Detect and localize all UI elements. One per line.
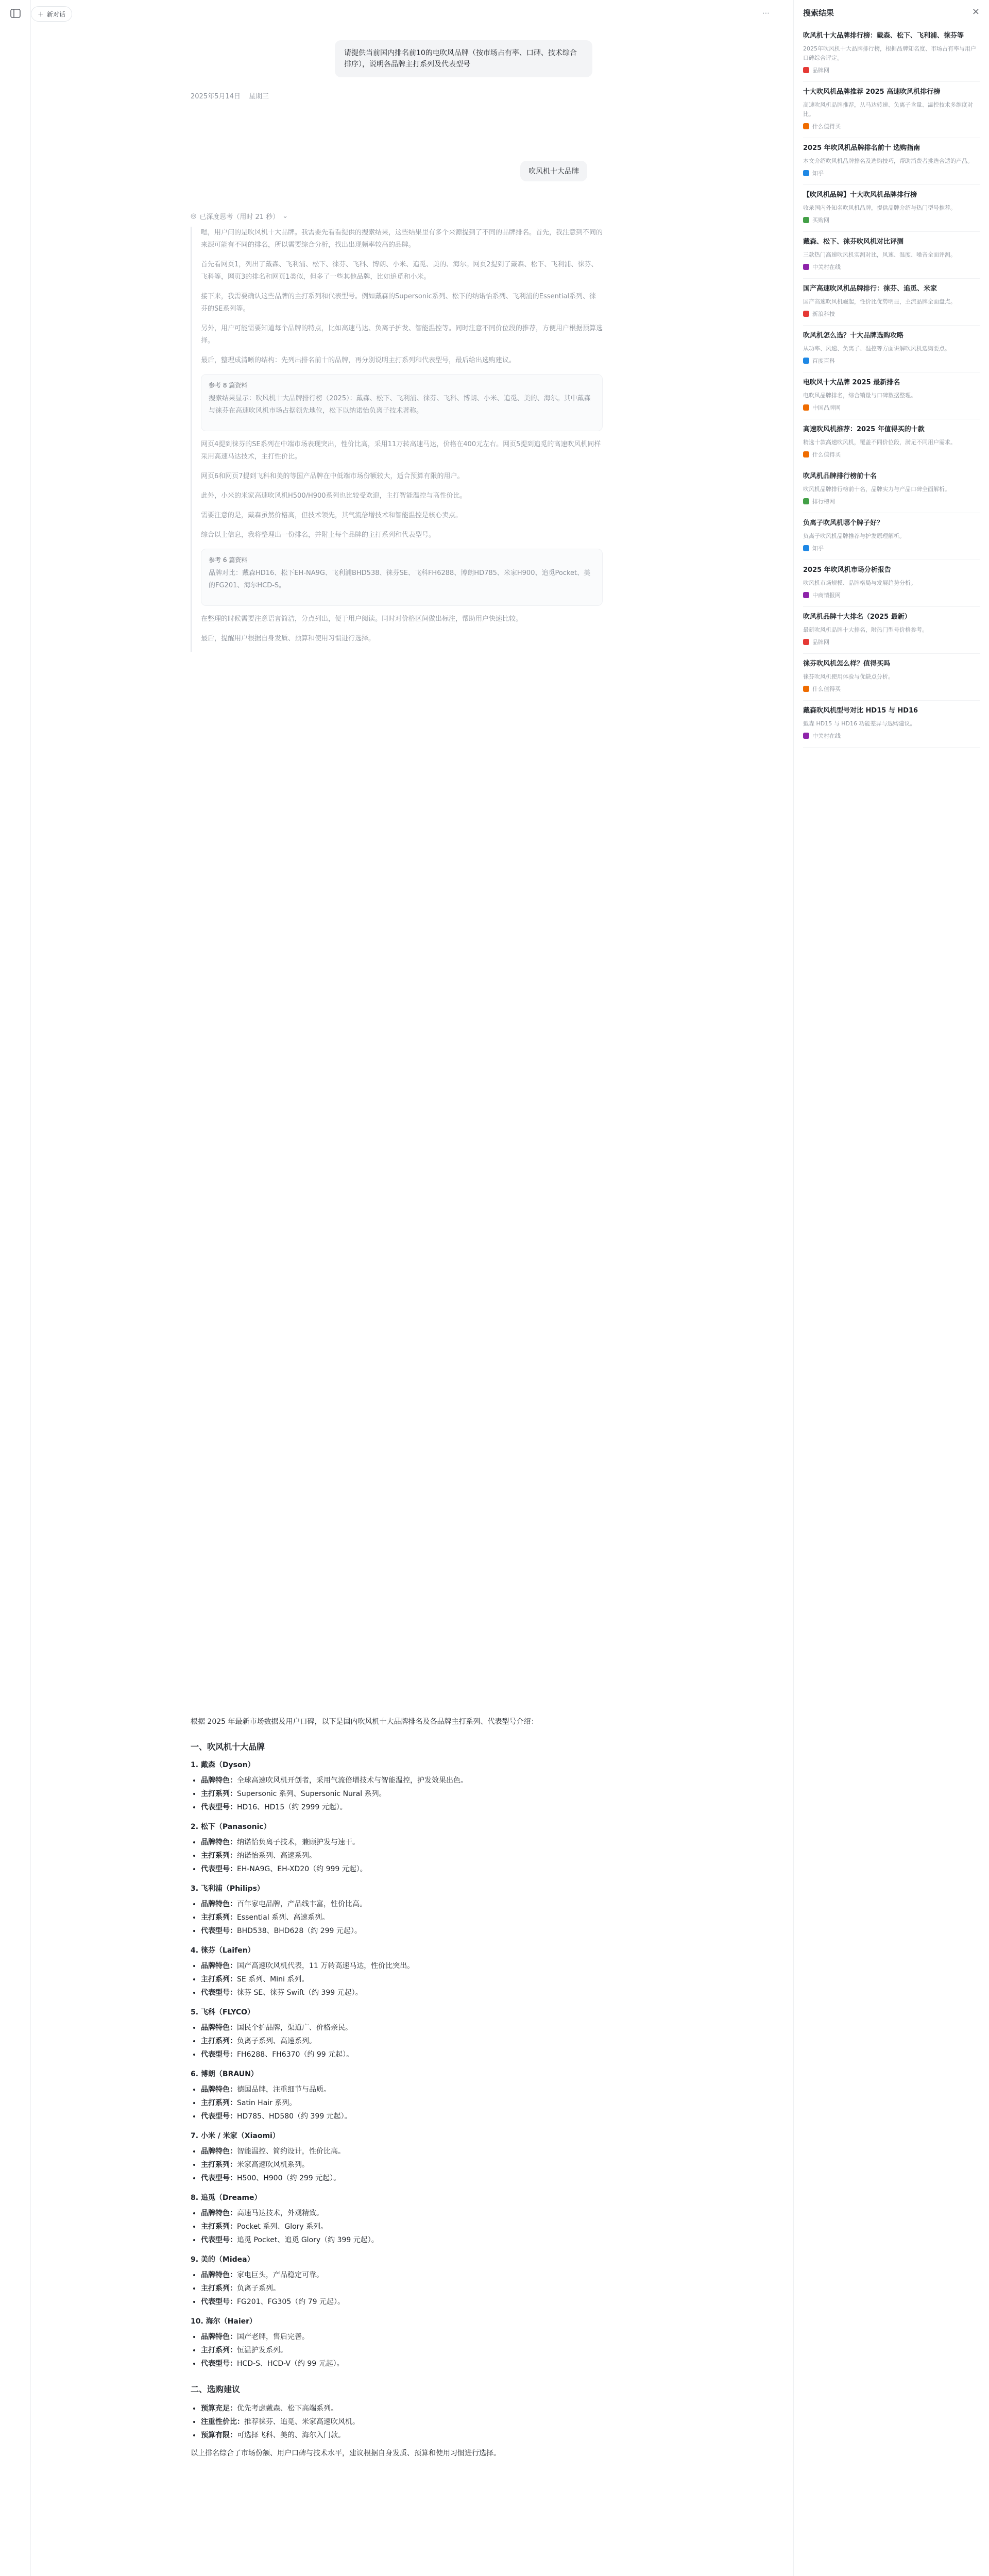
detail-value: 恒温护发系列。 [237, 2346, 287, 2354]
source-snippet: 从功率、风速、负离子、温控等方面讲解吹风机选购要点。 [803, 345, 950, 352]
source-snippet: 高速吹风机品牌推荐，从马达转速、负离子含量、温控技术多维度对比。 [803, 101, 973, 117]
detail-key: 主打系列： [201, 1852, 237, 1860]
source-snippet: 电吹风品牌排名，综合销量与口碑数据整理。 [803, 392, 916, 399]
brand-detail-item [201, 2096, 603, 2110]
brand-detail-item [201, 2330, 603, 2344]
detail-value: 负离子系列、高速系列。 [237, 2037, 316, 2045]
detail-key: 主打系列： [201, 2099, 237, 2107]
new-chat-button[interactable] [31, 6, 72, 22]
source-title: 高速吹风机推荐：2025 年值得买的十款 [803, 426, 925, 433]
source-snippet: 精选十款高速吹风机，覆盖不同价位段，满足不同用户需求。 [803, 439, 956, 446]
answer-content [191, 1716, 603, 2466]
tip-item [201, 2402, 603, 2415]
source-item[interactable] [803, 466, 980, 513]
site-name: 中商情报网 [812, 592, 841, 599]
brand-heading: 4. 徕芬（Laifen） [191, 1946, 255, 1955]
site-name: 新浪科技 [812, 311, 835, 317]
detail-key: 代表型号： [201, 2236, 237, 2244]
tip-key: 预算有限： [201, 2431, 237, 2439]
detail-key: 品牌特色： [201, 1962, 237, 1970]
detail-key: 品牌特色： [201, 2209, 237, 2217]
detail-value: 全球高速吹风机开创者，采用气流倍增技术与智能温控，护发效果出色。 [237, 1776, 468, 1785]
detail-value: HCD-S、HCD-V（约 99 元起）。 [237, 2360, 344, 2368]
source-item[interactable] [803, 185, 980, 232]
brand-heading: 10. 海尔（Haier） [191, 2317, 257, 2326]
site-name: 知乎 [812, 170, 824, 177]
detail-key: 品牌特色： [201, 2147, 237, 2156]
source-item[interactable] [803, 513, 980, 560]
brand-detail-item [201, 2207, 603, 2220]
source-site [803, 685, 980, 693]
brand-heading: 7. 小米 / 米家（Xiaomi） [191, 2132, 280, 2140]
site-name: 中关村在线 [812, 733, 841, 739]
user-message-2: 吹风机十大品牌 [520, 161, 587, 181]
panel-title: 搜索结果 [803, 8, 834, 18]
brand-details [201, 1897, 603, 1938]
detail-value: 纳诺怡负离子技术，兼顾护发与速干。 [237, 1838, 360, 1846]
brand-detail-item [201, 1787, 603, 1801]
reference-text: 品牌对比：戴森HD16、松下EH-NA9G、飞利浦BHD538、徕芬SE、飞科FH6288、博朗HD785、米家H900、追觅Pocket、美的FG201、海尔HCD-S。 [209, 569, 591, 589]
thinking-icon: ◎ [191, 212, 197, 220]
thinking-toggle[interactable] [191, 211, 288, 221]
thinking-paragraph: 最后，整理成清晰的结构：先列出排名前十的品牌，再分别说明主打系列和代表型号，最后给出选购建议。 [201, 357, 516, 364]
tip-item [201, 2429, 603, 2442]
detail-value: 智能温控、简约设计，性价比高。 [237, 2147, 345, 2156]
brand-detail-item [201, 2233, 603, 2247]
tip-value: 可选择飞科、美的、海尔入门款。 [237, 2431, 345, 2439]
thinking-paragraph: 接下来，我需要确认这些品牌的主打系列和代表型号。例如戴森的Supersonic系列、松下的纳诺怡系列、飞利浦的Essential系列、徕芬的SE系列等。 [201, 293, 596, 313]
detail-value: 纳诺怡系列、高速系列。 [237, 1852, 316, 1860]
source-title: 负离子吹风机哪个牌子好？ [803, 519, 884, 527]
brand-details [201, 2021, 603, 2061]
source-snippet: 2025年吹风机十大品牌排行榜，根据品牌知名度、市场占有率与用户口碑综合评定。 [803, 45, 976, 61]
answer-intro: 根据 2025 年最新市场数据及用户口碑，以下是国内吹风机十大品牌排名及各品牌主打系列、代表型号介绍： [191, 1718, 538, 1726]
answer-outro: 以上排名综合了市场份额、用户口碑与技术水平，建议根据自身发质、预算和使用习惯进行选择。 [191, 2449, 501, 2458]
brand-detail-item [201, 1986, 603, 1999]
brand-details [201, 2330, 603, 2370]
section-heading: 一、吹风机十大品牌 [191, 1742, 265, 1752]
detail-key: 代表型号： [201, 2298, 237, 2306]
site-name: 中国品牌网 [812, 404, 841, 411]
source-title: 2025 年吹风机市场分析报告 [803, 566, 891, 574]
brand-details [201, 2207, 603, 2247]
site-name: 知乎 [812, 545, 824, 552]
source-title: 国产高速吹风机品牌排行：徕芬、追觅、米家 [803, 285, 937, 293]
brand-detail-item [201, 2021, 603, 2035]
detail-value: 国产高速吹风机代表，11 万转高速马达，性价比突出。 [237, 1962, 415, 1970]
source-title: 电吹风十大品牌 2025 最新排名 [803, 379, 900, 386]
source-title: 吹风机十大品牌排行榜：戴森、松下、飞利浦、徕芬等 [803, 32, 964, 40]
source-item[interactable] [803, 654, 980, 701]
brand-details [201, 2145, 603, 2185]
brand-detail-item [201, 1959, 603, 1973]
reference-text: 搜索结果显示：吹风机十大品牌排行榜（2025）：戴森、松下、飞利浦、徕芬、飞科、博朗、小米、追觅、美的、海尔。其中戴森与徕芬在高速吹风机市场占据领先地位，松下以纳诺怡负离子技术著称。 [209, 395, 591, 415]
source-snippet: 三款热门高速吹风机实测对比，风速、温度、噪音全面评测。 [803, 251, 956, 258]
brand-detail-item [201, 2035, 603, 2048]
brand-detail-item [201, 2145, 603, 2158]
thinking-paragraph: 首先看网页1，列出了戴森、飞利浦、松下、徕芬、飞科、博朗、小米、追觅、美的、海尔。网页2提到了戴森、松下、飞利浦、徕芬、飞科等，网页3的排名和网页1类似，但多了一些其他品牌，比如追觅和小米。 [201, 261, 598, 281]
thinking-content [191, 227, 603, 652]
thinking-paragraph: 综合以上信息，我将整理出一份排名，并附上每个品牌的主打系列和代表型号。 [201, 531, 436, 539]
brand-detail-item [201, 1774, 603, 1787]
detail-value: Satin Hair 系列。 [237, 2099, 297, 2107]
source-item[interactable] [803, 419, 980, 466]
detail-key: 主打系列： [201, 2346, 237, 2354]
detail-value: 高速马达技术，外观精致。 [237, 2209, 323, 2217]
brand-details [201, 1774, 603, 1814]
source-site [803, 216, 980, 224]
source-item[interactable] [803, 701, 980, 748]
thinking-label: 已深度思考（用时 21 秒） [199, 213, 280, 221]
message-weekday: 星期三 [248, 93, 269, 100]
brand-details [201, 1836, 603, 1876]
thinking-paragraph: 在整理的时候需要注意语言简洁，分点列出，便于用户阅读。同时对价格区间做出标注，帮助用户快速比较。 [201, 615, 523, 623]
brand-detail-item [201, 2172, 603, 2185]
detail-key: 主打系列： [201, 2037, 237, 2045]
brand-detail-item [201, 1924, 603, 1938]
source-snippet: 国产高速吹风机崛起，性价比优势明显，主流品牌全面盘点。 [803, 298, 956, 305]
site-name: 品牌网 [812, 67, 829, 74]
site-favicon-icon [803, 639, 809, 645]
source-site [803, 122, 980, 130]
brand-heading: 2. 松下（Panasonic） [191, 1823, 271, 1831]
site-name: 买购网 [812, 217, 829, 224]
source-site [803, 544, 980, 552]
thinking-paragraph: 最后，提醒用户根据自身发质、预算和使用习惯进行选择。 [201, 635, 376, 642]
source-title: 吹风机品牌排行榜前十名 [803, 472, 877, 480]
site-name: 什么值得买 [812, 686, 841, 692]
tip-key: 预算充足： [201, 2404, 237, 2413]
site-favicon-icon [803, 733, 809, 739]
site-favicon-icon [803, 358, 809, 364]
source-snippet: 徕芬吹风机使用体验与优缺点分析。 [803, 673, 894, 680]
section-heading: 二、选购建议 [191, 2384, 241, 2394]
detail-value: SE 系列、Mini 系列。 [237, 1975, 309, 1984]
site-name: 排行榜网 [812, 498, 835, 505]
site-favicon-icon [803, 686, 809, 692]
source-title: 徕芬吹风机怎么样？值得买吗 [803, 660, 891, 668]
brand-details [201, 1959, 603, 1999]
site-favicon-icon [803, 264, 809, 270]
detail-value: 德国品牌，注重细节与品质。 [237, 2086, 331, 2094]
source-item[interactable] [803, 138, 980, 185]
source-site [803, 450, 980, 459]
source-item[interactable] [803, 560, 980, 607]
thinking-paragraph: 网页4提到徕芬的SE系列在中端市场表现突出，性价比高，采用11万转高速马达，价格在400元左右。网页5提到追觅的高速吹风机同样采用高速马达技术，主打性价比。 [201, 440, 601, 461]
brand-detail-item [201, 1897, 603, 1911]
source-item[interactable] [803, 326, 980, 372]
detail-key: 品牌特色： [201, 2086, 237, 2094]
site-name: 中关村在线 [812, 264, 841, 270]
detail-key: 代表型号： [201, 2050, 237, 2059]
brand-detail-item [201, 1801, 603, 1814]
detail-value: Pocket 系列、Glory 系列。 [237, 2223, 328, 2231]
site-favicon-icon [803, 498, 809, 504]
detail-value: FH6288、FH6370（约 99 元起）。 [237, 2050, 354, 2059]
search-results-panel [793, 0, 989, 2576]
brand-detail-item [201, 2110, 603, 2123]
brand-detail-item [201, 1862, 603, 1876]
tip-value: 推荐徕芬、追觅、米家高速吹风机。 [244, 2418, 360, 2426]
source-title: 2025 年吹风机品牌排名前十 选购指南 [803, 144, 920, 152]
detail-value: 家电巨头，产品稳定可靠。 [237, 2271, 323, 2279]
source-title: 戴森吹风机型号对比 HD15 与 HD16 [803, 707, 918, 715]
detail-key: 代表型号： [201, 2112, 237, 2121]
source-item[interactable] [803, 279, 980, 326]
brand-detail-item [201, 1911, 603, 1924]
source-site [803, 310, 980, 318]
source-snippet: 吹风机市场规模、品牌格局与发展趋势分析。 [803, 580, 916, 586]
brand-heading: 9. 美的（Midea） [191, 2256, 254, 2264]
source-title: 吹风机怎么选？十大品牌选购攻略 [803, 332, 904, 340]
site-favicon-icon [803, 67, 809, 73]
detail-value: Essential 系列、高速系列。 [237, 1913, 330, 1922]
source-item[interactable] [803, 232, 980, 279]
more-icon[interactable]: ⋯ [762, 9, 770, 18]
brand-heading: 6. 博朗（BRAUN） [191, 2070, 258, 2078]
brand-heading: 8. 追觅（Dreame） [191, 2194, 262, 2202]
thinking-paragraph: 另外，用户可能需要知道每个品牌的特点，比如高速马达、负离子护发、智能温控等。同时注意不同价位段的推荐，方便用户根据预算选择。 [201, 325, 603, 345]
detail-key: 主打系列： [201, 1975, 237, 1984]
detail-key: 品牌特色： [201, 1900, 237, 1908]
source-site [803, 591, 980, 599]
site-favicon-icon [803, 170, 809, 176]
user-message: 请提供当前国内排名前10的电吹风品牌（按市场占有率、口碑、技术综合排序），说明各品牌主打系列及代表型号 [335, 40, 592, 77]
detail-value: EH-NA9G、EH-XD20（约 999 元起）。 [237, 1865, 367, 1873]
thinking-paragraph: 嗯，用户问的是吹风机十大品牌。我需要先看看提供的搜索结果，这些结果里有多个来源提到了不同的品牌排名。首先，我注意到不同的来源可能有不同的排名，所以需要综合分析，找出出现频率较高的品牌。 [201, 229, 603, 249]
detail-value: HD785、HD580（约 399 元起）。 [237, 2112, 352, 2121]
source-site [803, 403, 980, 412]
brand-detail-item [201, 2295, 603, 2309]
source-item[interactable] [803, 82, 980, 138]
source-title: 【吹风机品牌】十大吹风机品牌排行榜 [803, 191, 917, 199]
detail-value: FG201、FG305（约 79 元起）。 [237, 2298, 345, 2306]
brand-detail-item [201, 2268, 603, 2282]
tip-item [201, 2415, 603, 2429]
new-chat-label: 新对话 [47, 10, 66, 18]
brand-detail-item [201, 2344, 603, 2357]
brand-detail-item [201, 1973, 603, 1986]
source-snippet: 最新吹风机品牌十大排名，附热门型号价格参考。 [803, 626, 928, 633]
source-snippet: 收录国内外知名吹风机品牌，提供品牌介绍与热门型号推荐。 [803, 205, 956, 211]
site-favicon-icon [803, 592, 809, 598]
source-site [803, 169, 980, 177]
reference-card[interactable] [201, 374, 603, 431]
brand-detail-item [201, 2083, 603, 2096]
tip-key: 注重性价比： [201, 2418, 244, 2426]
site-name: 品牌网 [812, 639, 829, 646]
plus-icon: ＋ [38, 10, 44, 18]
reference-title: 参考 6 篇资料 [209, 556, 248, 564]
site-favicon-icon [803, 217, 809, 223]
message-date: 2025年5月14日 [191, 93, 241, 100]
detail-key: 主打系列： [201, 2161, 237, 2169]
source-list [803, 26, 980, 748]
detail-value: 追觅 Pocket、追觅 Glory（约 399 元起）。 [237, 2236, 379, 2244]
source-item[interactable] [803, 372, 980, 419]
source-item[interactable] [803, 607, 980, 654]
source-title: 十大吹风机品牌推荐 2025 高速吹风机排行榜 [803, 88, 941, 96]
detail-key: 品牌特色： [201, 1838, 237, 1846]
site-name: 什么值得买 [812, 123, 841, 130]
thinking-paragraph: 此外，小米的米家高速吹风机H500/H900系列也比较受欢迎，主打智能温控与高性价比。 [201, 492, 467, 500]
tip-list [201, 2402, 603, 2442]
source-title: 戴森、松下、徕芬吹风机对比评测 [803, 238, 904, 246]
brand-detail-item [201, 1849, 603, 1862]
source-site [803, 66, 980, 74]
detail-key: 代表型号： [201, 1989, 237, 1997]
brand-details [201, 2268, 603, 2309]
detail-key: 主打系列： [201, 1913, 237, 1922]
detail-key: 品牌特色： [201, 2024, 237, 2032]
brand-heading: 3. 飞利浦（Philips） [191, 1885, 264, 1893]
detail-key: 代表型号： [201, 1927, 237, 1935]
brand-details [201, 2083, 603, 2123]
reference-card[interactable] [201, 549, 603, 606]
detail-value: 国民个护品牌，渠道广、价格亲民。 [237, 2024, 352, 2032]
brand-detail-item [201, 2357, 603, 2370]
message-meta [191, 91, 269, 100]
source-site [803, 497, 980, 505]
thinking-paragraph: 网页6和网页7提到飞科和美的等国产品牌在中低端市场份额较大，适合预算有限的用户。 [201, 472, 464, 480]
tip-value: 优先考虑戴森、松下高端系列。 [237, 2404, 338, 2413]
detail-key: 主打系列： [201, 2223, 237, 2231]
source-site [803, 263, 980, 271]
source-site [803, 638, 980, 646]
detail-value: H500、H900（约 299 元起）。 [237, 2174, 341, 2182]
detail-key: 主打系列： [201, 2284, 237, 2293]
detail-value: BHD538、BHD628（约 299 元起）。 [237, 1927, 362, 1935]
source-snippet: 戴森 HD15 与 HD16 功能差异与选购建议。 [803, 720, 916, 727]
source-snippet: 负离子吹风机品牌推荐与护发原理解析。 [803, 533, 905, 539]
site-favicon-icon [803, 311, 809, 317]
chevron-down-icon: ⌄ [282, 212, 288, 220]
source-snippet: 吹风机品牌排行榜前十名，品牌实力与产品口碑全面解析。 [803, 486, 950, 493]
detail-key: 代表型号： [201, 2174, 237, 2182]
detail-key: 代表型号： [201, 2360, 237, 2368]
detail-value: HD16、HD15（约 2999 元起）。 [237, 1803, 347, 1811]
brand-detail-item [201, 2282, 603, 2295]
reference-title: 参考 8 篇资料 [209, 382, 248, 389]
source-title: 吹风机品牌十大排名（2025 最新） [803, 613, 911, 621]
brand-detail-item [201, 1836, 603, 1849]
source-item[interactable] [803, 26, 980, 82]
site-name: 百度百科 [812, 358, 835, 364]
detail-value: 米家高速吹风机系列。 [237, 2161, 309, 2169]
detail-value: 徕芬 SE、徕芬 Swift（约 399 元起）。 [237, 1989, 363, 1997]
left-rail [0, 0, 31, 2576]
detail-key: 代表型号： [201, 1865, 237, 1873]
detail-key: 主打系列： [201, 1790, 237, 1798]
detail-key: 品牌特色： [201, 2271, 237, 2279]
sidebar-toggle-icon[interactable] [9, 7, 22, 20]
source-snippet: 本文介绍吹风机品牌排名及选购技巧，帮助消费者挑选合适的产品。 [803, 158, 973, 164]
thinking-paragraph: 需要注意的是，戴森虽然价格高，但技术领先，其气流倍增技术和智能温控是核心卖点。 [201, 512, 463, 519]
site-favicon-icon [803, 451, 809, 457]
detail-value: Supersonic 系列、Supersonic Nural 系列。 [237, 1790, 386, 1798]
brand-detail-item [201, 2220, 603, 2233]
detail-key: 代表型号： [201, 1803, 237, 1811]
source-site [803, 357, 980, 365]
site-name: 什么值得买 [812, 451, 841, 458]
detail-value: 百年家电品牌，产品线丰富，性价比高。 [237, 1900, 367, 1908]
close-icon[interactable]: × [971, 6, 980, 17]
source-site [803, 732, 980, 740]
detail-key: 品牌特色： [201, 1776, 237, 1785]
site-favicon-icon [803, 404, 809, 411]
site-favicon-icon [803, 545, 809, 551]
brand-detail-item [201, 2048, 603, 2061]
site-favicon-icon [803, 123, 809, 129]
detail-value: 负离子系列。 [237, 2284, 280, 2293]
brand-list [191, 1759, 603, 2370]
brand-detail-item [201, 2158, 603, 2172]
brand-heading: 5. 飞科（FLYCO） [191, 2008, 255, 2016]
detail-value: 国产老牌，售后完善。 [237, 2333, 309, 2341]
brand-heading: 1. 戴森（Dyson） [191, 1761, 255, 1769]
detail-key: 品牌特色： [201, 2333, 237, 2341]
